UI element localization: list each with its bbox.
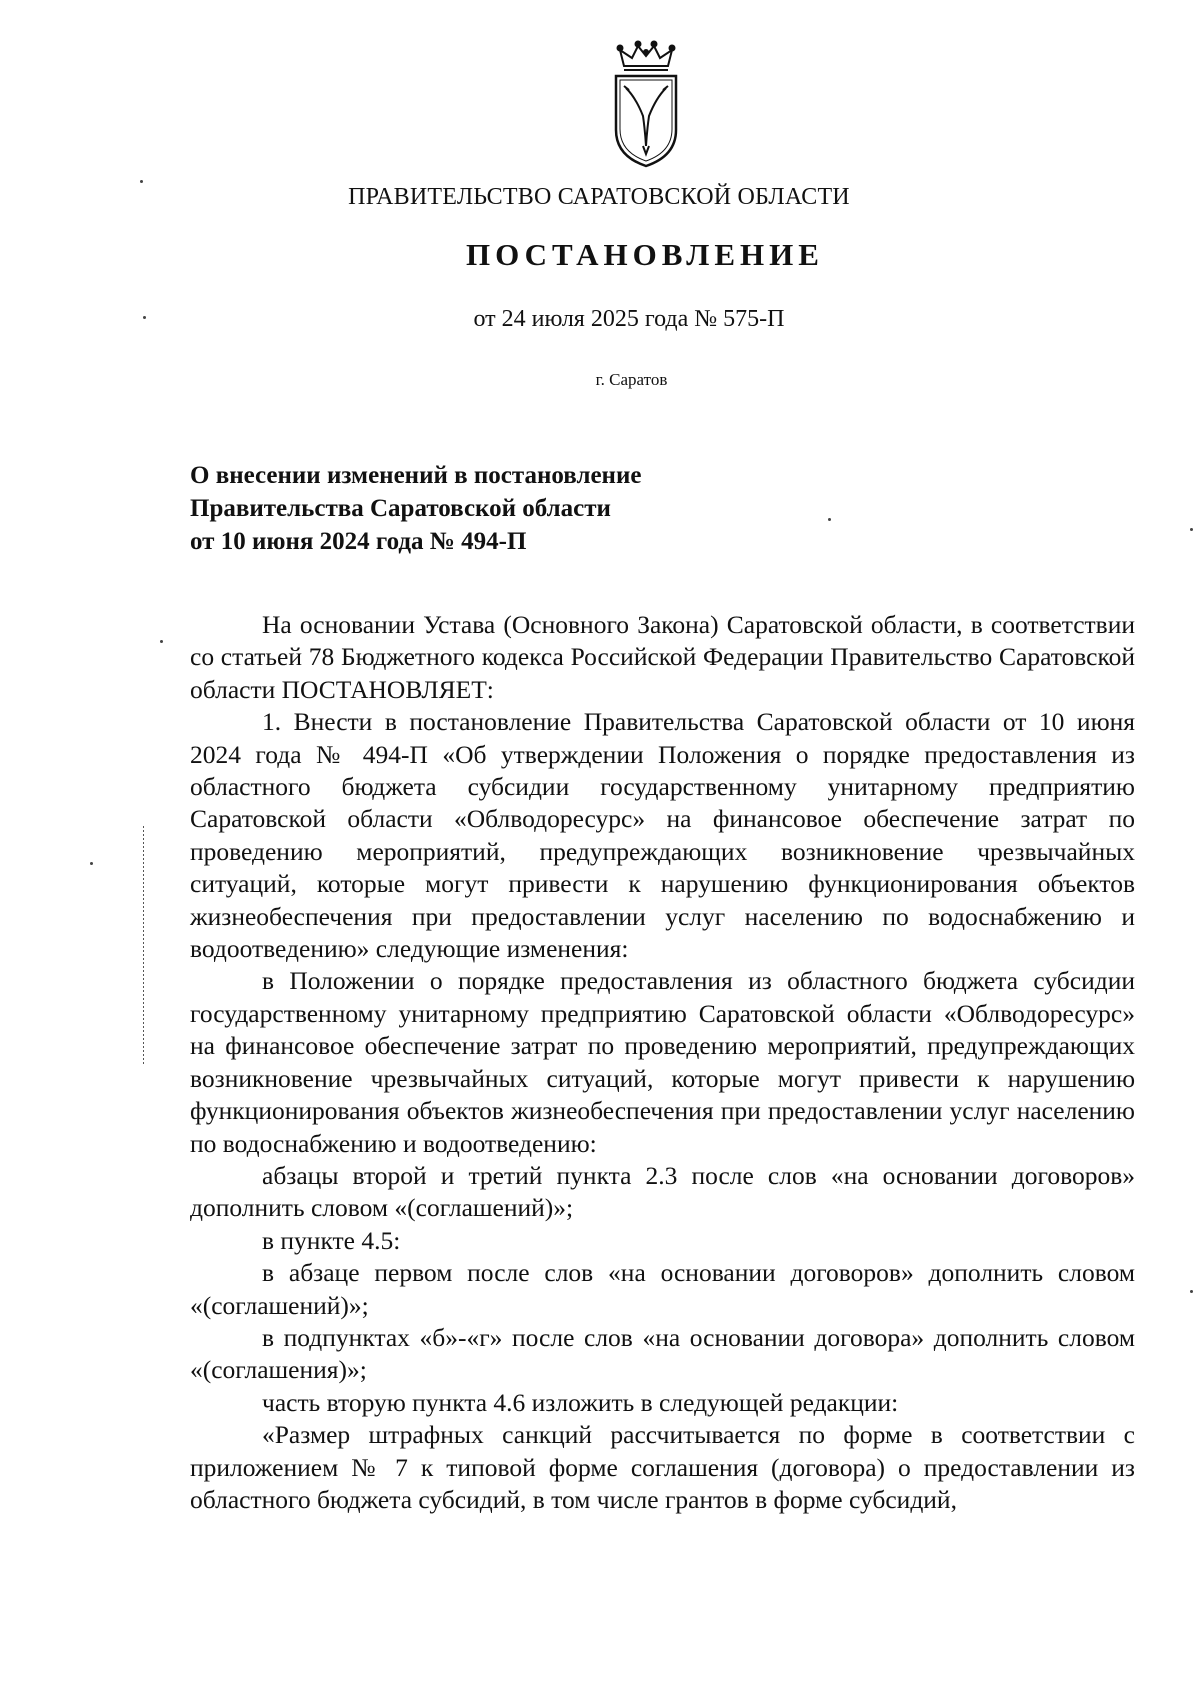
government-name: ПРАВИТЕЛЬСТВО САРАТОВСКОЙ ОБЛАСТИ <box>348 184 850 210</box>
title-line: Правительства Саратовской области <box>190 495 611 522</box>
document-body <box>190 609 1135 1516</box>
document-type: ПОСТАНОВЛЕНИЕ <box>466 237 824 272</box>
document-date-number: от 24 июля 2025 года № 575-П <box>473 306 785 332</box>
document-city: г. Саратов <box>595 370 668 389</box>
document-title <box>190 459 641 558</box>
scan-margin-mark <box>143 826 144 1066</box>
body-paragraph: в подпунктах «б»-«г» после слов «на основании договора» дополнить словом «(соглашения)»; <box>190 1322 1135 1385</box>
body-paragraph: абзацы второй и третий пункта 2.3 после слов «на основании договоров» дополнить словом «(соглашений)»; <box>190 1160 1135 1223</box>
body-paragraph: часть вторую пункта 4.6 изложить в следующей редакции: <box>262 1387 899 1417</box>
title-line: от 10 июня 2024 года № 494-П <box>190 528 527 555</box>
scan-speck <box>90 862 93 865</box>
scan-speck <box>828 518 831 521</box>
body-paragraph: в Положении о порядке предоставления из областного бюджета субсидии государственному унитарному предприятию Саратовской области «Облводоресурс» на финансовое обеспечение затрат по проведению мероприятий, предупреждающих возникновение чрезвычайных ситуаций, которые могут привести к нарушению функционирования объектов жизнеобеспечения при предоставлении услуг населению по водоснабжению и водоотведению: <box>190 966 1135 1158</box>
body-paragraph: в пункте 4.5: <box>262 1225 401 1255</box>
scan-speck <box>143 316 146 319</box>
title-line: О внесении изменений в постановление <box>190 462 642 489</box>
body-paragraph: 1. Внести в постановление Правительства Саратовской области от 10 июня 2024 года № 494-П «Об утверждении Положения о порядке предоставления из областного бюджета субсидии государственному унитарному предприятию Саратовской области «Облводоресурс» на финансовое обеспечение затрат по проведению мероприятий, предупреждающих возникновение чрезвычайных ситуаций, которые могут привести к нарушению функционирования объектов жизнеобеспечения при предоставлении услуг населению по водоснабжению и водоотведению» следующие изменения: <box>190 707 1135 964</box>
scan-speck <box>1190 528 1193 531</box>
body-paragraph: «Размер штрафных санкций рассчитывается по форме в соответствии с приложением № 7 к типовой форме соглашения (договора) о предоставлении из областного бюджета субсидий, в том числе грантов в форме субсидий, <box>190 1420 1135 1514</box>
body-paragraph: в абзаце первом после слов «на основании договоров» дополнить словом «(соглашений)»; <box>190 1258 1135 1320</box>
scan-speck <box>140 180 143 183</box>
scan-speck <box>160 640 163 643</box>
scan-speck <box>1190 1290 1193 1293</box>
saratov-coat-of-arms-icon <box>610 38 682 168</box>
body-paragraph: На основании Устава (Основного Закона) Саратовской области, в соответствии со статьей 78 Бюджетного кодекса Российской Федерации Правительство Саратовской области ПОСТАНОВЛЯЕТ: <box>190 610 1135 704</box>
